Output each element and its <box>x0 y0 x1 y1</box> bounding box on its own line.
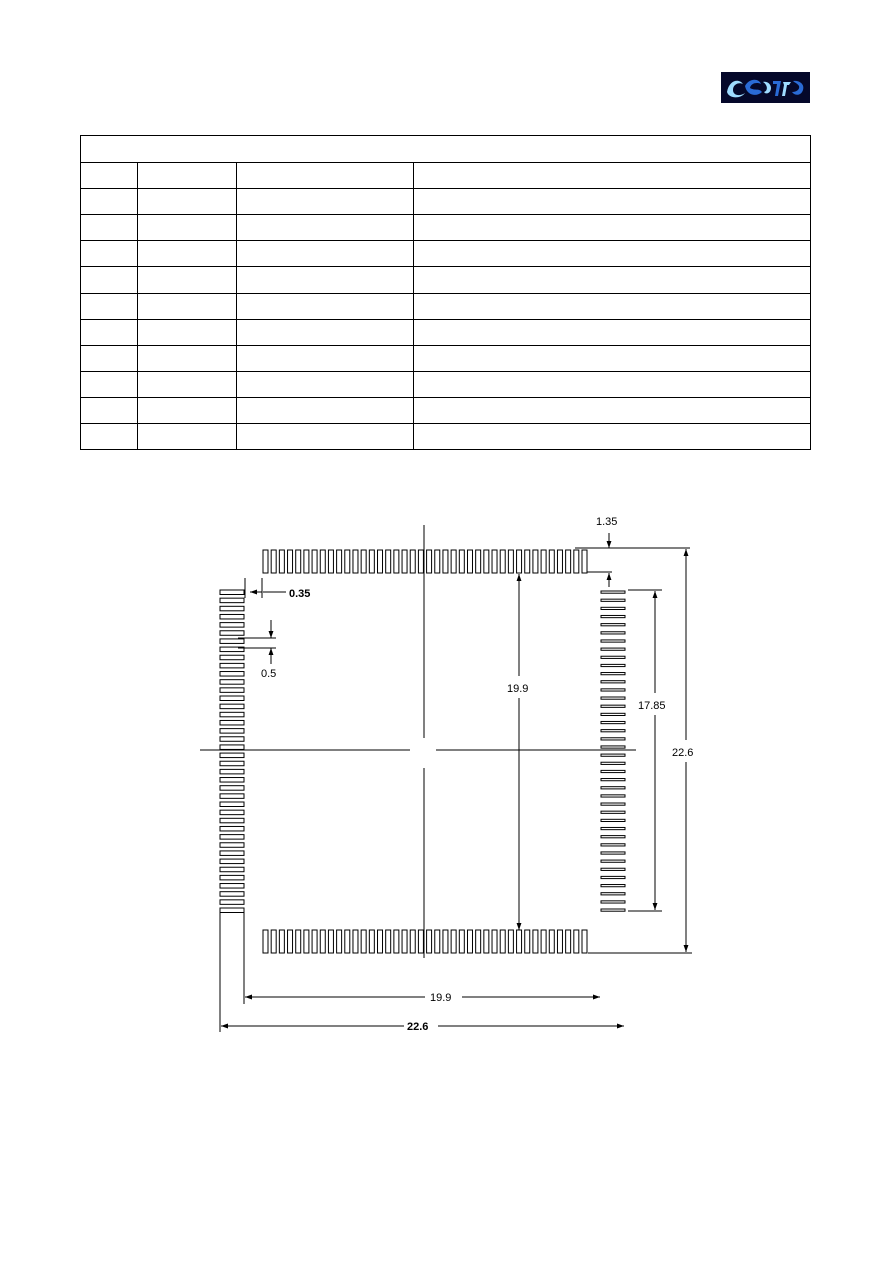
left-pad <box>220 892 244 897</box>
left-pad <box>220 623 244 628</box>
right-pad <box>601 640 625 642</box>
left-pad <box>220 655 244 660</box>
bottom-pad <box>271 930 276 953</box>
bottom-pad <box>525 930 530 953</box>
bottom-pad <box>337 930 342 953</box>
top-pad <box>378 550 383 573</box>
right-pad <box>601 754 625 756</box>
left-pad <box>220 835 244 840</box>
left-pad <box>220 745 244 750</box>
top-pad <box>541 550 546 573</box>
left-pad <box>220 875 244 880</box>
top-pad <box>369 550 374 573</box>
left-pad <box>220 851 244 856</box>
bottom-pad <box>378 930 383 953</box>
bottom-pad <box>500 930 505 953</box>
left-pad <box>220 696 244 701</box>
right-pad <box>601 681 625 683</box>
bottom-pad <box>402 930 407 953</box>
bottom-pad-row <box>263 930 587 953</box>
left-pad <box>220 761 244 766</box>
left-pad <box>220 769 244 774</box>
bottom-pad <box>566 930 571 953</box>
top-pad <box>525 550 530 573</box>
bottom-pad <box>427 930 432 953</box>
top-pad <box>320 550 325 573</box>
top-pad <box>500 550 505 573</box>
top-pad <box>517 550 522 573</box>
bottom-pad <box>549 930 554 953</box>
top-pad <box>566 550 571 573</box>
left-pad <box>220 639 244 644</box>
bottom-pad <box>557 930 562 953</box>
bottom-pad <box>361 930 366 953</box>
right-pad <box>601 607 625 609</box>
top-pad <box>508 550 513 573</box>
left-pad <box>220 786 244 791</box>
right-pad <box>601 819 625 821</box>
left-pad <box>220 859 244 864</box>
right-pad <box>601 664 625 666</box>
right-pad <box>601 885 625 887</box>
right-pad <box>601 673 625 675</box>
left-pad <box>220 753 244 758</box>
left-pad <box>220 778 244 783</box>
bottom-pad <box>467 930 472 953</box>
bottom-pad <box>517 930 522 953</box>
top-pad <box>328 550 333 573</box>
bottom-pad <box>484 930 489 953</box>
right-pad <box>601 730 625 732</box>
top-pad <box>418 550 423 573</box>
bottom-pad <box>296 930 301 953</box>
left-pad <box>220 900 244 905</box>
right-pad <box>601 779 625 781</box>
left-pad <box>220 704 244 709</box>
right-pad <box>601 811 625 813</box>
bottom-pad <box>582 930 587 953</box>
right-pad <box>601 860 625 862</box>
bottom-pad <box>288 930 293 953</box>
right-pad <box>601 852 625 854</box>
left-pad <box>220 810 244 815</box>
left-pad <box>220 794 244 799</box>
top-pad <box>263 550 268 573</box>
top-pad <box>427 550 432 573</box>
left-pad <box>220 680 244 685</box>
top-pad <box>533 550 538 573</box>
right-pad <box>601 762 625 764</box>
right-pad <box>601 803 625 805</box>
top-pad <box>402 550 407 573</box>
right-pad <box>601 599 625 601</box>
right-pad <box>601 901 625 903</box>
left-pad <box>220 737 244 742</box>
center-lines <box>200 525 636 958</box>
right-pad <box>601 836 625 838</box>
bottom-pad <box>541 930 546 953</box>
right-pad <box>601 705 625 707</box>
top-pad <box>279 550 284 573</box>
bottom-pad <box>304 930 309 953</box>
bottom-pad <box>353 930 358 953</box>
dim-label-19-9-horizontal: 19.9 <box>430 992 452 1004</box>
left-pad <box>220 729 244 734</box>
left-pad <box>220 884 244 889</box>
right-pad <box>601 632 625 634</box>
bottom-pad <box>279 930 284 953</box>
right-pad <box>601 624 625 626</box>
dim-label-17-85: 17.85 <box>638 700 666 712</box>
top-pad <box>484 550 489 573</box>
right-pad <box>601 795 625 797</box>
top-pad-row <box>263 550 587 573</box>
top-pad <box>271 550 276 573</box>
left-pad <box>220 908 244 913</box>
dim-label-22-6-vertical: 22.6 <box>672 747 694 759</box>
left-pad <box>220 720 244 725</box>
bottom-pad <box>574 930 579 953</box>
right-pad <box>601 746 625 748</box>
dim-label-0-35: 0.35 <box>289 588 311 600</box>
bottom-pad <box>492 930 497 953</box>
right-pad <box>601 787 625 789</box>
dim-label-19-9-vertical: 19.9 <box>507 683 529 695</box>
bottom-pad <box>451 930 456 953</box>
bottom-pad <box>369 930 374 953</box>
top-pad <box>304 550 309 573</box>
top-pad <box>443 550 448 573</box>
left-pad <box>220 688 244 693</box>
top-pad <box>582 550 587 573</box>
dim-label-22-6-horizontal: 22.6 <box>407 1021 429 1033</box>
right-pad <box>601 656 625 658</box>
left-pad <box>220 606 244 611</box>
right-pad <box>601 713 625 715</box>
top-pad <box>435 550 440 573</box>
dim-label-0-5: 0.5 <box>261 668 277 680</box>
top-pad <box>476 550 481 573</box>
right-pad <box>601 689 625 691</box>
top-pad <box>492 550 497 573</box>
right-pad <box>601 909 625 911</box>
top-pad <box>345 550 350 573</box>
bottom-pad <box>459 930 464 953</box>
dim-label-1-35: 1.35 <box>596 516 618 528</box>
bottom-pad <box>263 930 268 953</box>
top-pad <box>386 550 391 573</box>
bottom-pad <box>476 930 481 953</box>
bottom-pad <box>345 930 350 953</box>
bottom-pad <box>320 930 325 953</box>
left-pad <box>220 614 244 619</box>
right-pad <box>601 615 625 617</box>
right-pad <box>601 770 625 772</box>
right-pad <box>601 697 625 699</box>
top-pad <box>337 550 342 573</box>
right-pad-column <box>601 591 625 911</box>
left-pad <box>220 802 244 807</box>
right-pad <box>601 868 625 870</box>
right-pad <box>601 876 625 878</box>
left-pad <box>220 590 244 595</box>
left-pad <box>220 663 244 668</box>
right-pad <box>601 648 625 650</box>
bottom-pad <box>312 930 317 953</box>
top-pad <box>467 550 472 573</box>
bottom-pad <box>386 930 391 953</box>
bottom-pad <box>410 930 415 953</box>
top-pad <box>557 550 562 573</box>
right-pad <box>601 893 625 895</box>
top-pad <box>549 550 554 573</box>
top-pad <box>361 550 366 573</box>
left-pad <box>220 826 244 831</box>
top-pad <box>288 550 293 573</box>
left-pad <box>220 867 244 872</box>
top-pad <box>451 550 456 573</box>
top-pad <box>296 550 301 573</box>
top-pad <box>410 550 415 573</box>
left-pad <box>220 712 244 717</box>
right-pad <box>601 738 625 740</box>
top-pad <box>312 550 317 573</box>
bottom-pad <box>394 930 399 953</box>
top-pad <box>394 550 399 573</box>
top-pad <box>353 550 358 573</box>
bottom-pad <box>508 930 513 953</box>
top-pad <box>459 550 464 573</box>
top-pad <box>574 550 579 573</box>
left-pad <box>220 843 244 848</box>
bottom-pad <box>533 930 538 953</box>
bottom-pad <box>328 930 333 953</box>
left-pad <box>220 631 244 636</box>
right-pad <box>601 827 625 829</box>
right-pad <box>601 591 625 593</box>
bottom-pad <box>443 930 448 953</box>
left-pad <box>220 818 244 823</box>
left-pad <box>220 672 244 677</box>
bottom-pad <box>418 930 423 953</box>
right-pad <box>601 844 625 846</box>
left-pad <box>220 598 244 603</box>
right-pad <box>601 721 625 723</box>
bottom-pad <box>435 930 440 953</box>
